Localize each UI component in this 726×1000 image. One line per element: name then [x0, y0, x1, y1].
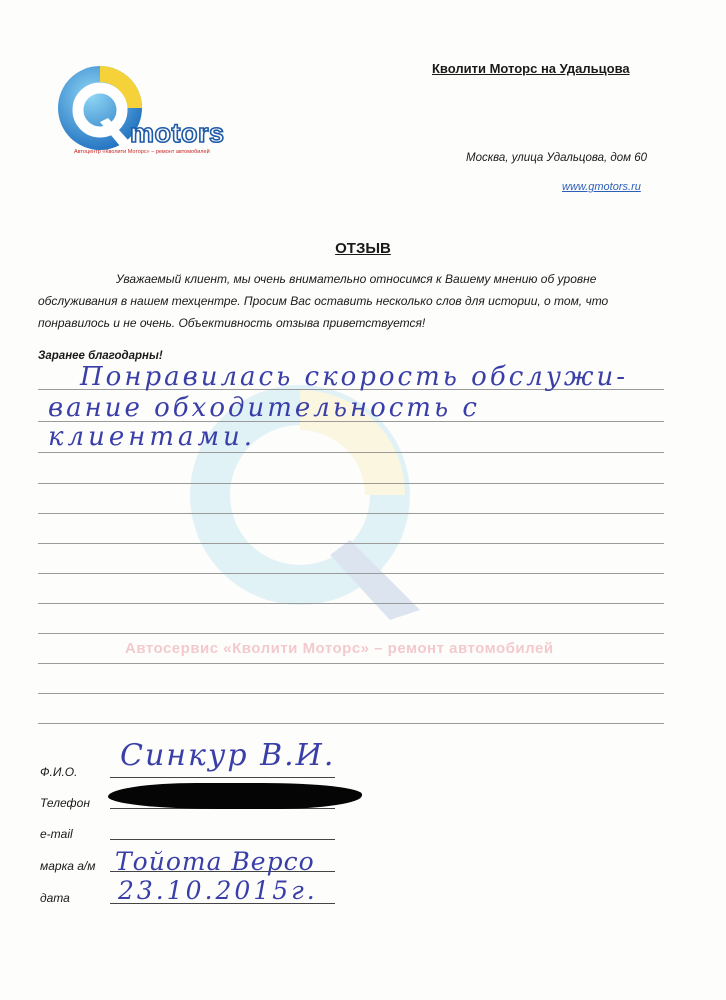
phone-label: Телефон: [40, 796, 90, 810]
ruled-line: [38, 543, 664, 544]
car-label: марка а/м: [40, 859, 96, 873]
ruled-line: [38, 693, 664, 694]
form-title: ОТЗЫВ: [335, 240, 391, 257]
intro-rest: обслуживания в нашем техцентре. Просим Вас оставить несколько слов для истории, о том, что понравилось и не очень. Объективность отзыва приветствуется!: [38, 294, 609, 330]
email-line: [110, 839, 335, 840]
ruled-line: [38, 452, 664, 453]
ruled-line: [38, 633, 664, 634]
ruled-line: [38, 573, 664, 574]
fio-value: Синкур В.И.: [120, 738, 336, 773]
car-value: Тойота Версо: [115, 847, 315, 876]
date-label: дата: [40, 891, 70, 905]
watermark-text: Автосервис «Кволити Моторс» – ремонт автомобилей: [125, 640, 554, 657]
logo-tagline: Автоцентр «Кволити Моторс» – ремонт автомобилей: [74, 149, 210, 155]
email-label: e-mail: [40, 827, 73, 841]
company-website-link[interactable]: www.gmotors.ru: [562, 181, 641, 193]
svg-text:motors: motors: [130, 118, 225, 148]
fio-label: Ф.И.О.: [40, 765, 78, 779]
handwritten-review-line-1: Понравилась скорость обслужи-: [80, 362, 628, 392]
company-address: Москва, улица Удальцова, дом 60: [466, 152, 647, 164]
ruled-line: [38, 513, 664, 514]
date-value: 23.10.2015г.: [118, 876, 318, 905]
ruled-line: [38, 483, 664, 484]
ruled-line: [38, 723, 664, 724]
thanks-text: Заранее благодарны!: [38, 350, 163, 362]
intro-paragraph: [38, 268, 668, 334]
ruled-line: [38, 603, 664, 604]
ruled-line: [38, 663, 664, 664]
handwritten-review-line-2: вание обходительность с: [48, 393, 480, 423]
company-name: Кволити Моторс на Удальцова: [432, 61, 630, 76]
intro-line-1: Уважаемый клиент, мы очень внимательно относимся к Вашему мнению об уровне: [116, 272, 597, 286]
phone-redaction: [108, 783, 362, 809]
handwritten-review-line-3: клиентами.: [48, 422, 257, 452]
fio-line: [110, 777, 335, 778]
